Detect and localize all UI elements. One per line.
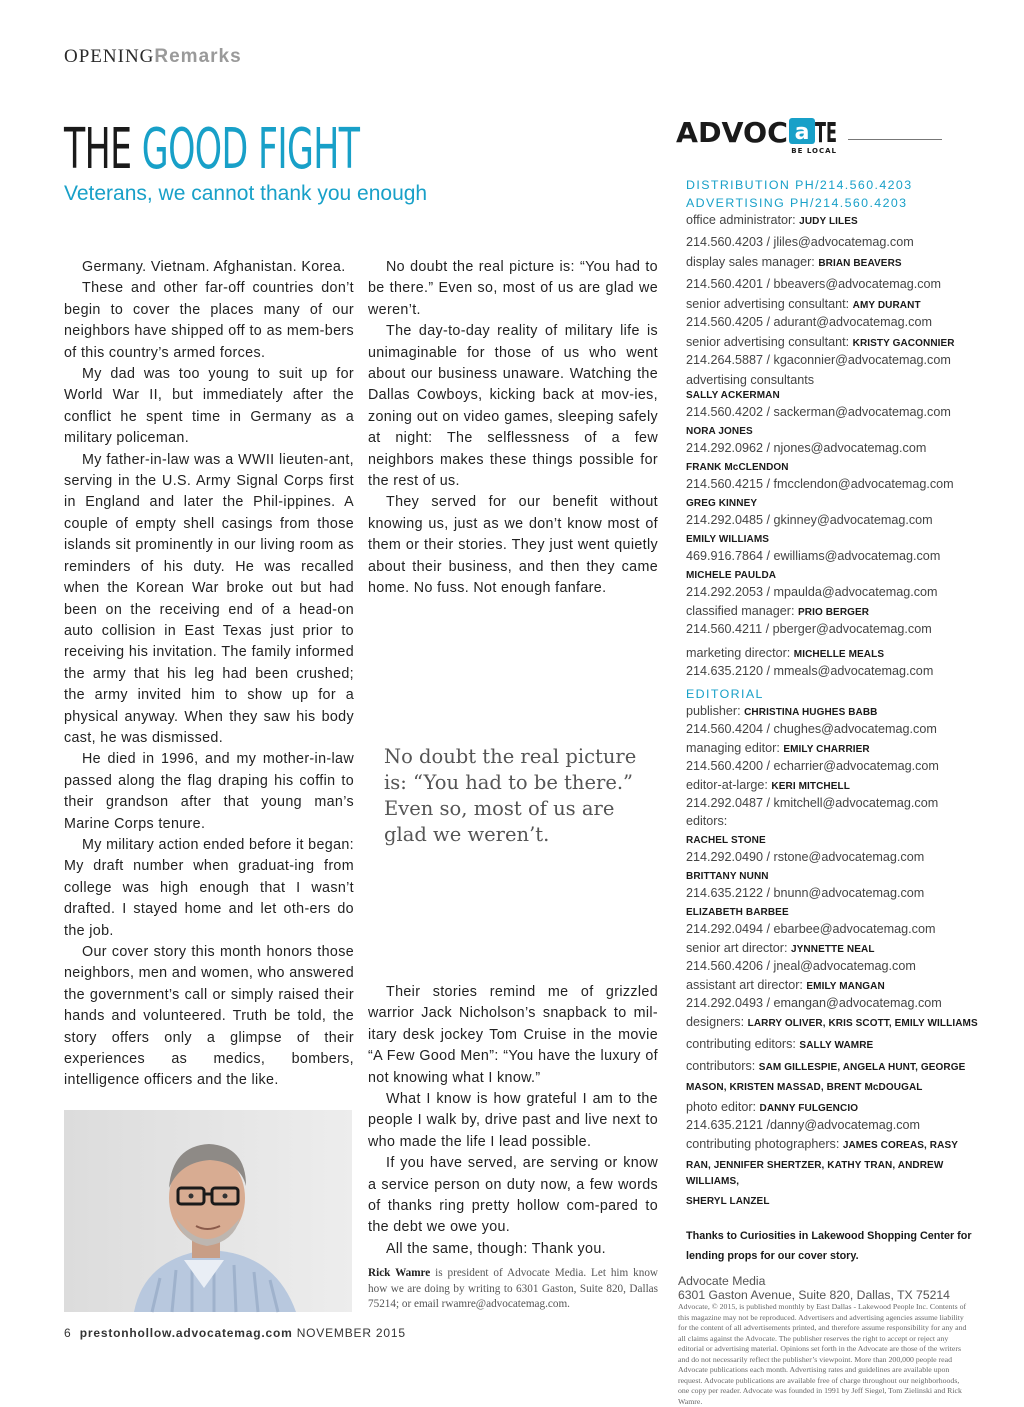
article-column-2-bottom — [368, 982, 658, 1260]
staff-name: SHERYL LANZEL — [686, 1196, 770, 1207]
staff-name: SALLY ACKERMAN — [686, 390, 780, 401]
staff-name: RAN, JENNIFER SHERTZER, KATHY TRAN, ANDREW WILLIAMS, — [686, 1160, 944, 1187]
thanks-note: Thanks to Curiosities in Lakewood Shopping Center for lending props for our cover story. — [686, 1230, 972, 1262]
author-portrait-illustration — [64, 1110, 352, 1312]
editorial-heading: EDITORIAL — [686, 687, 764, 701]
author-name: Rick Wamre — [368, 1267, 431, 1279]
staff-entry: contributing photographers: JAMES COREAS, RASY — [686, 1137, 958, 1151]
staff-entry: contributors: SAM GILLESPIE, ANGELA HUNT, GEORGE — [686, 1059, 966, 1073]
headline — [64, 118, 359, 182]
paragraph: My military action ended before it began: My draft number when graduat-ing from college was high enough that I wasn’t drafted. I stayed home and let oth-ers do the job. — [64, 836, 354, 939]
advocate-logo-mark — [676, 116, 846, 156]
staff-entry: display sales manager: BRIAN BEAVERS — [686, 255, 902, 269]
paragraph: The day-to-day reality of military life is unimaginable for those of us who went about our business unaware. Watching the Dallas Cowboys, kicking back at mov-ies, zoning out on video games, sleeping safely at night: The selflessness of a few neighbors makes these things possible for the rest of us. — [368, 323, 658, 490]
section-tag-remarks: Remarks — [154, 46, 242, 67]
staff-name: GREG KINNEY — [686, 498, 758, 509]
staff-entry: marketing director: MICHELLE MEALS — [686, 646, 885, 660]
article-column-1 — [64, 257, 354, 1092]
staff-entry: managing editor: EMILY CHARRIER — [686, 741, 870, 755]
media-address: 6301 Gaston Avenue, Suite 820, Dallas, TX 75214 — [678, 1288, 950, 1302]
staff-contact: 214.635.2121 /danny@advocatemag.com — [686, 1118, 921, 1132]
paragraph: What I know is how grateful I am to the people I walk by, drive past and live next to who made the life I lead possible. — [368, 1091, 658, 1150]
staff-contact: 214.560.4201 / bbeavers@advocatemag.com — [686, 277, 942, 291]
paragraph: Our cover story this month honors those neighbors, men and women, who answered the government’s call or simply raised their hands and volunteered. Truth be told, the story offers only a glimpse of their experiences as medics, bombers, intelligence officers and the like. — [64, 944, 354, 1089]
staff-entry: senior advertising consultant: KRISTY GACONNIER — [686, 335, 955, 349]
logo-a-glyph: a — [794, 120, 810, 145]
paragraph: No doubt the real picture is: “You had to be there.” Even so, most of us are glad we weren’t. — [368, 259, 658, 318]
staff-contact: 214.292.0485 / gkinney@advocatemag.com — [686, 513, 933, 527]
paragraph: If you have served, are serving or know a service person on duty now, a few words of thanks ring pretty hollow com-pared to the debt we owe you. — [368, 1155, 658, 1236]
page-footer — [64, 1326, 406, 1340]
staff-contact: 214.264.5887 / kgaconnier@advocatemag.com — [686, 353, 951, 367]
staff-contact: 214.560.4203 / jliles@advocatemag.com — [686, 235, 914, 249]
staff-contact: 214.560.4205 / adurant@advocatemag.com — [686, 315, 932, 329]
advocate-logo — [676, 116, 846, 156]
logo-word-right: TE — [815, 116, 837, 149]
page-number: 6 — [64, 1326, 72, 1340]
staff-entry: senior art director: JYNNETTE NEAL — [686, 941, 875, 955]
staff-name: ELIZABETH BARBEE — [686, 907, 789, 918]
staff-entry: classified manager: PRIO BERGER — [686, 604, 870, 618]
staff-contact: 214.560.4202 / sackerman@advocatemag.com — [686, 405, 951, 419]
author-bio-text: is president of Advocate Media. Let him know how we are doing by writing to 6301 Gaston, Suite 820, Dallas 75214; or email rwamre@advocatemag.com. — [368, 1267, 658, 1310]
paragraph: He died in 1996, and my mother-in-law passed along the flag draping his coffin to their grandson after that young man’s Marine Corps tenure. — [64, 751, 354, 832]
staff-contact: 214.560.4200 / echarrier@advocatemag.com — [686, 759, 939, 773]
staff-contact: 214.292.0493 / emangan@advocatemag.com — [686, 996, 942, 1010]
staff-contact: 214.292.0487 / kmitchell@advocatemag.com — [686, 796, 939, 810]
staff-entry: publisher: CHRISTINA HUGHES BABB — [686, 704, 878, 718]
fine-print: Advocate, © 2015, is published monthly by East Dallas - Lakewood People Inc. Contents of this magazine may not be reproduced. Advertisers and advertising agencies assume liability for the content of all advertisements printed, and therefore assume responsibility for any and all claims against the Advocate. The publisher reserves the right to accept or reject any editorial or advertising material. Opinions set forth in the Advocate are those of the writers and do not necessarily reflect the publisher’s viewpoint. More than 200,000 people read Advocate publications each month. Advertising rates and guidelines are available upon request. Advocate publications are available free of charge throughout our neighborhoods, one copy per reader. Advocate was founded in 1991 by Jeff Siegel, Tom Zielinski and Rick Wamre. — [678, 1302, 967, 1406]
staff-name: EMILY WILLIAMS — [686, 534, 770, 545]
staff-name: MICHELE PAULDA — [686, 570, 777, 581]
staff-entry: contributing editors: SALLY WAMRE — [686, 1037, 874, 1051]
staff-entry: senior advertising consultant: AMY DURANT — [686, 297, 921, 311]
staff-name: MASON, KRISTEN MASSAD, BRENT McDOUGAL — [686, 1082, 923, 1093]
staff-name: FRANK McCLENDON — [686, 462, 789, 473]
staff-name: NORA JONES — [686, 426, 753, 437]
section-tag — [64, 46, 242, 68]
staff-entry: designers: LARRY OLIVER, KRIS SCOTT, EMILY WILLIAMS — [686, 1015, 978, 1029]
logo-tagline: BE LOCAL — [791, 147, 837, 155]
media-name: Advocate Media — [678, 1274, 766, 1288]
advertising-phone: ADVERTISING PH/214.560.4203 — [686, 196, 908, 210]
staff-contact: 214.560.4204 / chughes@advocatemag.com — [686, 722, 937, 736]
staff-contact: 214.292.0490 / rstone@advocatemag.com — [686, 850, 925, 864]
staff-name: BRITTANY NUNN — [686, 871, 769, 882]
staff-entry: office administrator: JUDY LILES — [686, 213, 858, 227]
headline-good-fight: GOOD FIGHT — [141, 117, 360, 182]
masthead — [678, 176, 986, 1407]
staff-entry: editor-at-large: KERI MITCHELL — [686, 778, 850, 792]
staff-contact: 214.560.4211 / pberger@advocatemag.com — [686, 622, 932, 636]
paragraph: They served for our benefit without knowing us, just as we don’t know most of them or their stories. They just went quietly about their business, and then they came home. No fuss. Not enough fanfare. — [368, 494, 658, 597]
logo-word-left: ADVOC — [676, 116, 788, 149]
paragraph: Germany. Vietnam. Afghanistan. Korea. — [82, 259, 346, 275]
distribution-phone: DISTRIBUTION PH/214.560.4203 — [686, 178, 913, 192]
logo-rule — [848, 139, 942, 140]
footer-issue: NOVEMBER 2015 — [296, 1326, 406, 1340]
paragraph: Their stories remind me of grizzled warrior Jack Nicholson’s snapback to mil-itary desk jockey Tom Cruise in the movie “A Few Good Men”: “You have the luxury of not knowing what I know.” — [368, 984, 658, 1086]
article-column-2-top — [368, 257, 658, 600]
staff-contact: 214.292.2053 / mpaulda@advocatemag.com — [686, 585, 938, 599]
paragraph: My dad was too young to suit up for World War II, but immediately after the conflict he spent time in Germany as a military policeman. — [64, 366, 354, 447]
section-tag-opening: OPENING — [64, 46, 155, 67]
staff-contact: 214.635.2122 / bnunn@advocatemag.com — [686, 886, 925, 900]
staff-contact: 214.560.4215 / fmcclendon@advocatemag.com — [686, 477, 954, 491]
paragraph: My father-in-law was a WWII lieuten-ant, serving in the U.S. Army Signal Corps first in England and later the Phil-ippines. A couple of empty shell casings from those islands sit prominently in our living room as reminders of his duty. He was recalled when the Korean War broke out but had been on the receiving end of a head-on auto collision in East Texas just prior to receiving his invitation. The family informed the army that his leg had been crushed; the army invited him to show up for a physical anyway. When they saw his body cast, he was dismissed. — [64, 451, 354, 746]
footer-url: prestonhollow.advocatemag.com — [79, 1326, 293, 1340]
pull-quote: No doubt the real picture is: “You had to be there.” Even so, most of us are glad we weren’t. — [384, 745, 637, 846]
paragraph: These and other far-off countries don’t begin to cover the places many of our neighbors have shipped off to as mem-bers of this country’s armed forces. — [64, 280, 354, 361]
staff-entry: assistant art director: EMILY MANGAN — [686, 978, 885, 992]
ad-consultants-label: advertising consultants — [686, 373, 815, 387]
staff-contact: 214.560.4206 / jneal@advocatemag.com — [686, 959, 916, 973]
staff-name: RACHEL STONE — [686, 835, 766, 846]
paragraph: All the same, though: Thank you. — [386, 1240, 606, 1257]
headline-the: THE — [64, 117, 142, 182]
subheadline: Veterans, we cannot thank you enough — [64, 182, 428, 205]
staff-entry: photo editor: DANNY FULGENCIO — [686, 1100, 859, 1114]
author-photo — [64, 1110, 352, 1312]
staff-contact: 214.635.2120 / mmeals@advocatemag.com — [686, 664, 934, 678]
editors-label: editors: — [686, 814, 728, 828]
staff-contact: 214.292.0962 / njones@advocatemag.com — [686, 441, 927, 455]
staff-contact: 469.916.7864 / ewilliams@advocatemag.com — [686, 549, 941, 563]
staff-contact: 214.292.0494 / ebarbee@advocatemag.com — [686, 922, 936, 936]
author-bio — [368, 1266, 658, 1313]
